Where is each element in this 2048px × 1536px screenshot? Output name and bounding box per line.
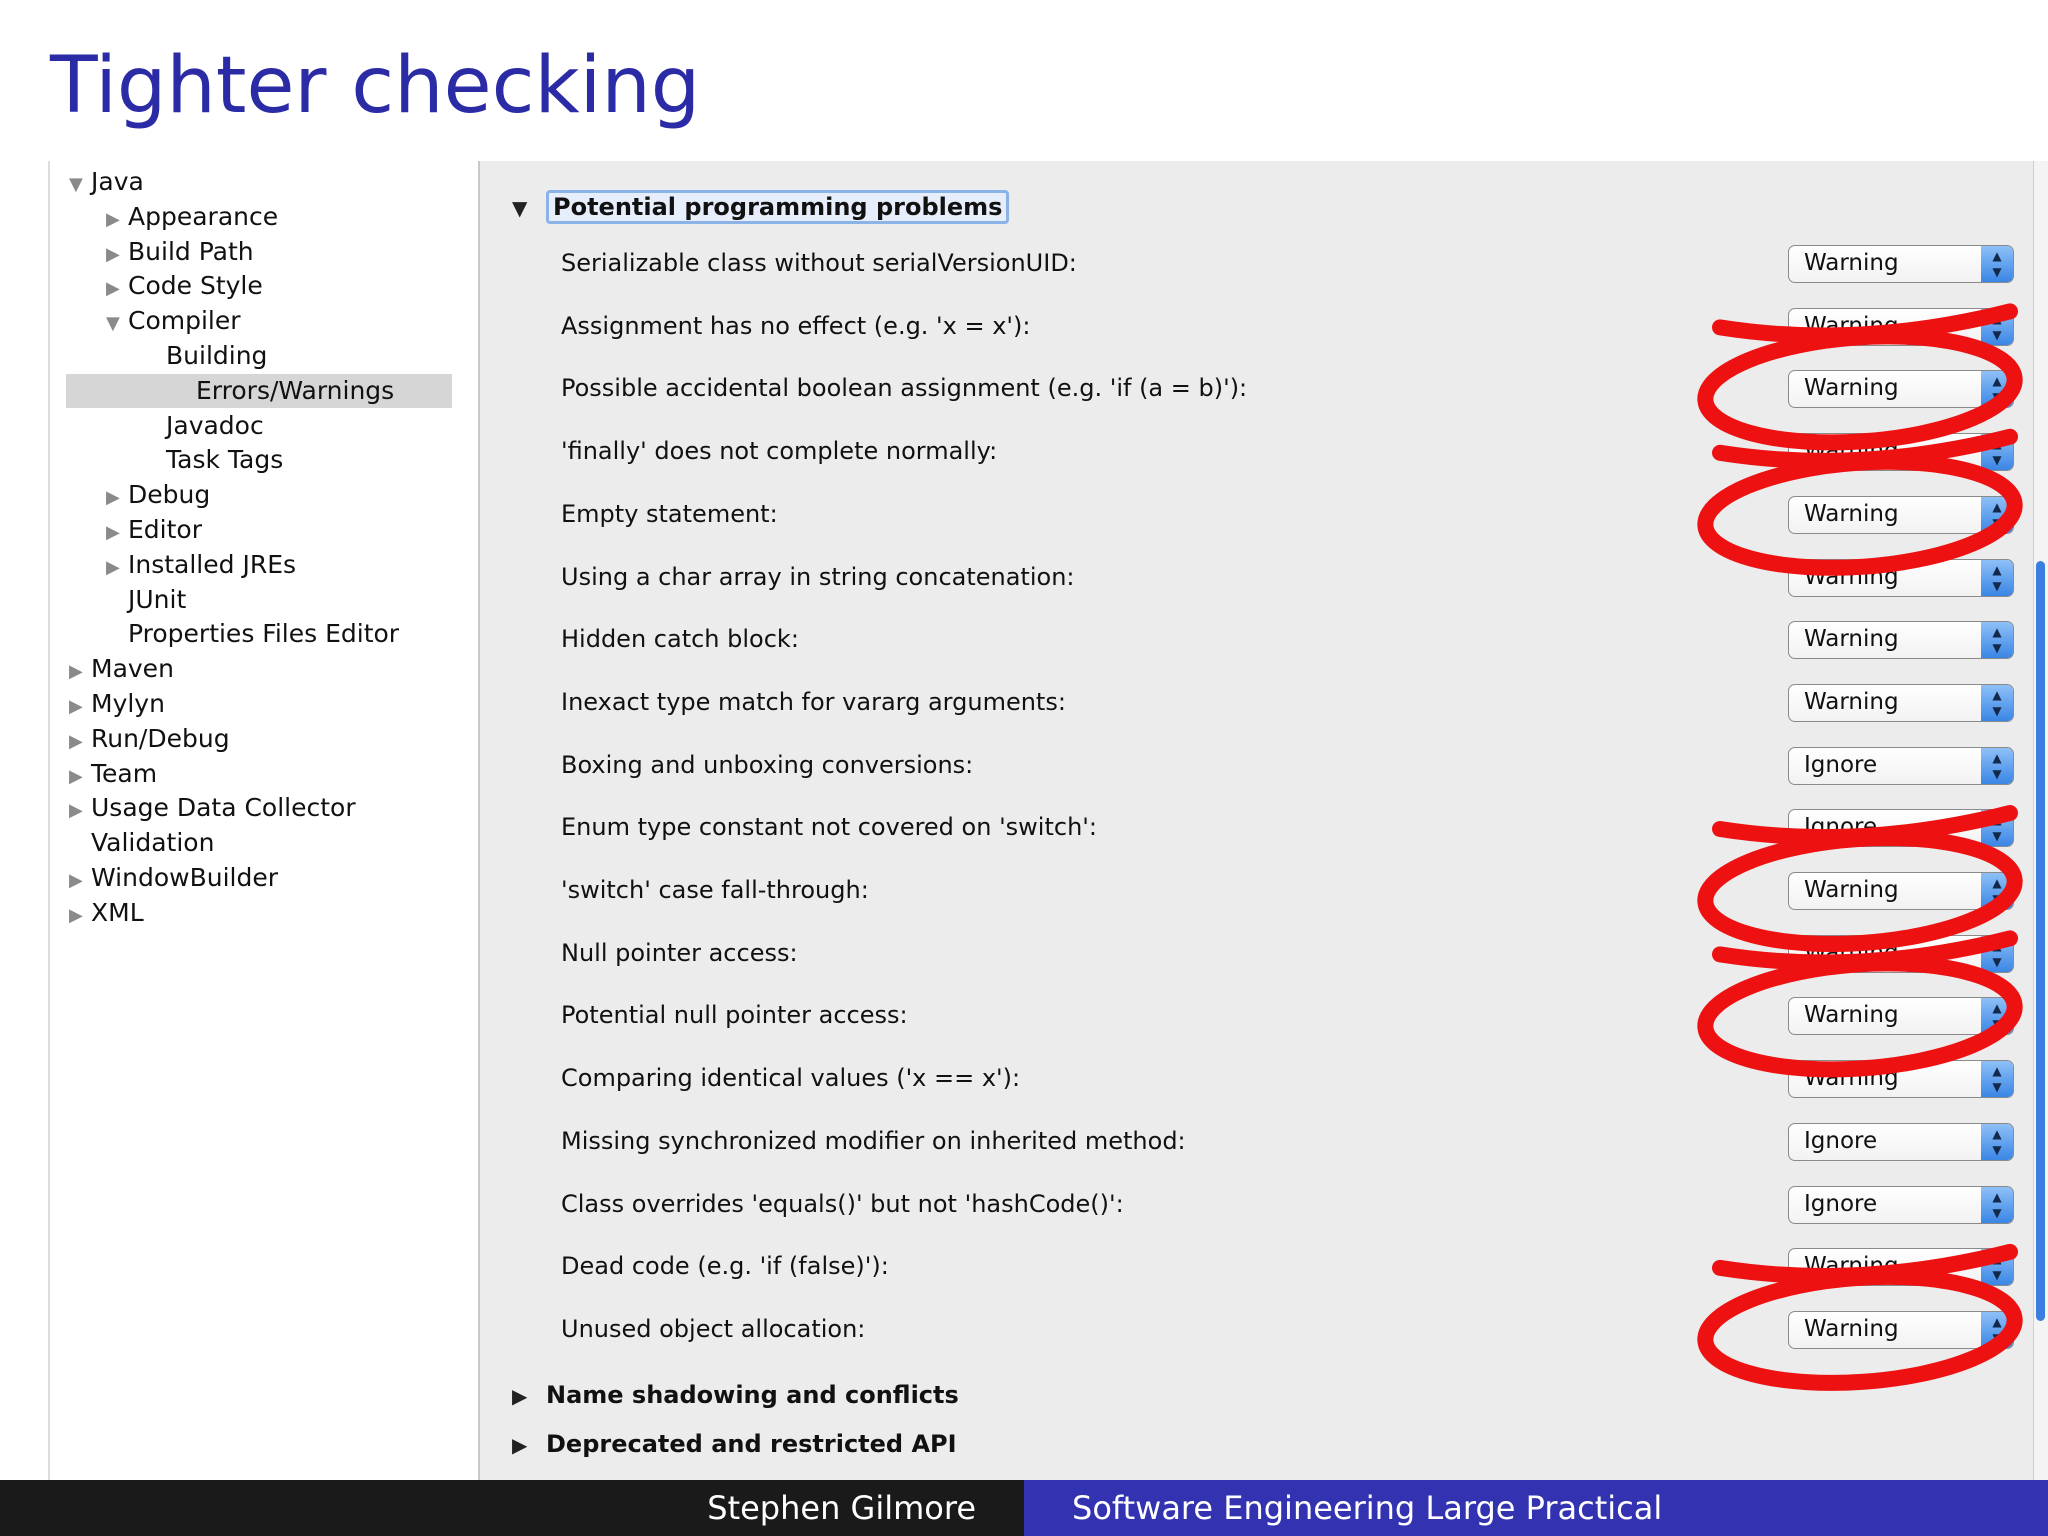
up-down-arrows-icon: ▲ ▼ <box>1981 936 2013 972</box>
severity-value: Ignore <box>1804 751 1878 778</box>
severity-dropdown[interactable] <box>1788 1311 2014 1349</box>
panel-scrollbar[interactable] <box>2033 161 2048 1480</box>
option-label: Hidden catch block: <box>561 625 799 654</box>
up-down-arrows-icon: ▲ ▼ <box>1981 685 2013 721</box>
tree-item[interactable] <box>106 269 263 303</box>
option-label: 'switch' case fall-through: <box>561 876 869 904</box>
up-down-arrows-icon: ▲ ▼ <box>1981 810 2013 846</box>
footer-author-band <box>0 1480 1024 1536</box>
option-label: Unused object allocation: <box>561 1314 866 1343</box>
up-down-arrows-icon: ▲ ▼ <box>1981 998 2013 1034</box>
tree-item-label: Debug <box>128 480 211 510</box>
severity-dropdown[interactable] <box>1788 684 2014 722</box>
severity-dropdown[interactable] <box>1788 809 2014 847</box>
option-row <box>480 429 2048 477</box>
tree-item-label: Code Style <box>128 271 263 301</box>
collapsed-triangle-icon[interactable]: ▶ <box>69 730 83 752</box>
severity-value: Ignore <box>1804 814 1878 841</box>
option-label: Using a char array in string concatenation: <box>561 562 1075 591</box>
tree-item[interactable] <box>106 200 278 234</box>
option-row <box>480 304 2048 352</box>
option-row <box>480 1182 2048 1230</box>
severity-dropdown[interactable] <box>1788 433 2014 471</box>
tree-item[interactable] <box>106 617 399 651</box>
option-label: Class overrides 'equals()' but not 'hashCode()': <box>561 1189 1124 1218</box>
collapsed-triangle-icon[interactable]: ▶ <box>106 487 120 509</box>
up-down-arrows-icon: ▲ ▼ <box>1981 873 2013 909</box>
tree-item[interactable] <box>69 861 278 895</box>
tree-item[interactable] <box>66 374 452 408</box>
tree-item-label: JUnit <box>128 584 187 614</box>
severity-dropdown[interactable] <box>1788 1123 2014 1161</box>
severity-dropdown[interactable] <box>1788 308 2014 346</box>
tree-item[interactable] <box>69 896 144 930</box>
tree-item[interactable] <box>69 757 157 791</box>
option-row <box>480 993 2048 1041</box>
errors-warnings-panel <box>480 161 2048 1480</box>
severity-value: Warning <box>1804 626 1899 653</box>
severity-value: Warning <box>1804 877 1899 903</box>
severity-dropdown[interactable] <box>1788 872 2014 910</box>
severity-value: Ignore <box>1804 1127 1878 1154</box>
up-down-arrows-icon: ▲ ▼ <box>1981 622 2013 658</box>
tree-item-label: Maven <box>91 654 174 684</box>
collapsed-triangle-icon[interactable]: ▶ <box>106 208 120 230</box>
tree-item[interactable] <box>144 339 267 373</box>
collapsed-triangle-icon[interactable]: ▶ <box>106 278 120 300</box>
tree-item-label: WindowBuilder <box>91 863 278 892</box>
tree-item-label: Properties Files Editor <box>128 619 400 649</box>
expanded-triangle-icon[interactable]: ▼ <box>106 313 120 335</box>
option-label: Possible accidental boolean assignment (e.g. 'if (a = b)'): <box>561 374 1248 403</box>
footer-author: Stephen Gilmore <box>707 1489 976 1527</box>
severity-value: Warning <box>1804 688 1899 715</box>
severity-dropdown[interactable] <box>1788 559 2014 597</box>
option-row <box>480 1307 2048 1355</box>
up-down-arrows-icon: ▲ ▼ <box>1981 560 2013 596</box>
option-row <box>480 680 2048 728</box>
up-down-arrows-icon: ▲ ▼ <box>1981 1187 2013 1223</box>
collapsed-triangle-icon[interactable]: ▶ <box>69 661 83 683</box>
option-label: Potential null pointer access: <box>561 1001 908 1030</box>
severity-dropdown[interactable] <box>1788 621 2014 659</box>
collapsed-triangle-icon[interactable]: ▶ <box>69 800 83 822</box>
tree-item-label: Validation <box>91 828 215 858</box>
eclipse-preferences-screenshot <box>48 161 2048 1480</box>
tree-item[interactable] <box>106 304 241 338</box>
up-down-arrows-icon: ▲ ▼ <box>1981 246 2013 282</box>
tree-item[interactable] <box>106 548 296 582</box>
option-row <box>480 805 2048 853</box>
tree-item-label: Installed JREs <box>128 549 297 579</box>
severity-value: Warning <box>1804 500 1899 527</box>
scrollbar-thumb[interactable] <box>2036 561 2045 1321</box>
severity-value: Warning <box>1804 1253 1899 1280</box>
collapsed-triangle-icon[interactable]: ▶ <box>69 904 83 926</box>
severity-dropdown[interactable] <box>1788 496 2014 534</box>
option-row <box>480 1244 2048 1292</box>
option-row <box>480 617 2048 665</box>
severity-value: Ignore <box>1804 1190 1878 1217</box>
tree-item[interactable] <box>106 235 254 269</box>
tree-item-label: Javadoc <box>166 410 264 440</box>
option-label: Comparing identical values ('x == x'): <box>561 1064 1021 1093</box>
tree-item[interactable] <box>69 826 214 860</box>
collapsed-triangle-icon: ▶ <box>512 1384 528 1408</box>
tree-item[interactable] <box>106 583 186 617</box>
option-label: 'finally' does not complete normally: <box>561 437 998 466</box>
severity-dropdown[interactable] <box>1788 747 2014 785</box>
preferences-tree <box>48 161 480 1480</box>
tree-item-label: Task Tags <box>166 445 284 475</box>
option-label: Boxing and unboxing conversions: <box>561 750 974 779</box>
tree-item-label: Build Path <box>128 236 254 266</box>
expanded-triangle-icon[interactable]: ▼ <box>69 174 83 195</box>
tree-item[interactable] <box>144 443 283 477</box>
severity-value: Warning <box>1804 1315 1899 1342</box>
collapsed-triangle-icon[interactable]: ▶ <box>69 870 83 891</box>
tree-item[interactable] <box>69 652 174 686</box>
up-down-arrows-icon: ▲ ▼ <box>1981 497 2013 533</box>
tree-item-label: Team <box>91 758 158 788</box>
expanded-triangle-icon: ▼ <box>512 196 528 220</box>
severity-value: Warning <box>1804 563 1899 590</box>
tree-item-label: Compiler <box>128 306 241 336</box>
up-down-arrows-icon: ▲ ▼ <box>1981 309 2013 345</box>
option-row <box>480 1119 2048 1167</box>
option-row <box>480 555 2048 603</box>
tree-item-label: Appearance <box>128 201 279 231</box>
option-label: Inexact type match for vararg arguments: <box>561 687 1066 716</box>
option-row <box>480 1056 2048 1104</box>
collapsed-triangle-icon[interactable]: ▶ <box>69 696 83 717</box>
up-down-arrows-icon: ▲ ▼ <box>1981 1312 2013 1348</box>
tree-item[interactable] <box>69 722 230 756</box>
severity-dropdown[interactable] <box>1788 1248 2014 1286</box>
tree-item-label: Mylyn <box>91 689 165 718</box>
collapsed-triangle-icon[interactable]: ▶ <box>69 765 83 787</box>
severity-value: Warning <box>1804 312 1899 339</box>
option-label: Assignment has no effect (e.g. 'x = x'): <box>561 311 1031 340</box>
slide-footer <box>0 1480 2048 1536</box>
up-down-arrows-icon: ▲ ▼ <box>1981 434 2013 470</box>
tree-item-label: Usage Data Collector <box>91 793 356 823</box>
option-label: Enum type constant not covered on 'switch': <box>561 813 1097 842</box>
severity-value: Warning <box>1804 1065 1899 1092</box>
tree-item-label: Errors/Warnings <box>196 375 395 405</box>
option-row <box>480 868 2048 916</box>
tree-item-label: Building <box>166 341 268 370</box>
severity-value: Warning <box>1804 939 1899 966</box>
up-down-arrows-icon: ▲ ▼ <box>1981 1249 2013 1285</box>
tree-item[interactable] <box>69 687 165 721</box>
option-row <box>480 366 2048 414</box>
slide-title: Tighter checking <box>50 41 701 131</box>
tree-item[interactable] <box>106 478 210 512</box>
option-row <box>480 743 2048 791</box>
severity-dropdown[interactable] <box>1788 935 2014 973</box>
option-row <box>480 931 2048 979</box>
tree-item-label: Java <box>91 167 144 196</box>
option-label: Null pointer access: <box>561 938 798 967</box>
up-down-arrows-icon: ▲ ▼ <box>1981 1061 2013 1097</box>
tree-item[interactable] <box>106 513 202 547</box>
footer-course: Software Engineering Large Practical <box>1072 1489 1663 1527</box>
tree-item-label: XML <box>91 897 144 927</box>
severity-dropdown[interactable] <box>1788 245 2014 283</box>
collapsed-triangle-icon[interactable]: ▶ <box>106 556 120 578</box>
severity-value: Warning <box>1804 250 1899 276</box>
option-label: Empty statement: <box>561 499 778 528</box>
tree-item-label: Run/Debug <box>91 723 230 753</box>
option-row <box>480 492 2048 540</box>
option-label: Dead code (e.g. 'if (false)'): <box>561 1252 889 1281</box>
collapsed-triangle-icon: ▶ <box>512 1433 528 1457</box>
option-row <box>480 241 2048 289</box>
option-label: Serializable class without serialVersionUID: <box>561 249 1077 277</box>
severity-value: Warning <box>1804 375 1899 402</box>
severity-value: Warning <box>1804 438 1899 465</box>
tree-item-label: Editor <box>128 515 202 544</box>
option-label: Missing synchronized modifier on inherited method: <box>561 1126 1186 1155</box>
severity-dropdown[interactable] <box>1788 1060 2014 1098</box>
severity-dropdown[interactable] <box>1788 997 2014 1035</box>
severity-dropdown[interactable] <box>1788 1186 2014 1224</box>
tree-item[interactable] <box>144 409 264 443</box>
tree-item[interactable] <box>69 791 356 825</box>
section-deprecated-api[interactable]: ▶ Deprecated and restricted API <box>512 1427 957 1461</box>
tree-item[interactable] <box>69 165 144 199</box>
section-name-shadowing[interactable]: ▶ Name shadowing and conflicts <box>512 1378 959 1412</box>
up-down-arrows-icon: ▲ ▼ <box>1981 371 2013 407</box>
section-potential-problems[interactable]: ▼ Potential programming problems <box>512 190 1009 224</box>
up-down-arrows-icon: ▲ ▼ <box>1981 1124 2013 1160</box>
severity-value: Warning <box>1804 1002 1899 1029</box>
collapsed-triangle-icon[interactable]: ▶ <box>106 522 120 543</box>
severity-dropdown[interactable] <box>1788 370 2014 408</box>
footer-course-band <box>1024 1480 2048 1536</box>
up-down-arrows-icon: ▲ ▼ <box>1981 748 2013 784</box>
collapsed-triangle-icon[interactable]: ▶ <box>106 243 120 265</box>
